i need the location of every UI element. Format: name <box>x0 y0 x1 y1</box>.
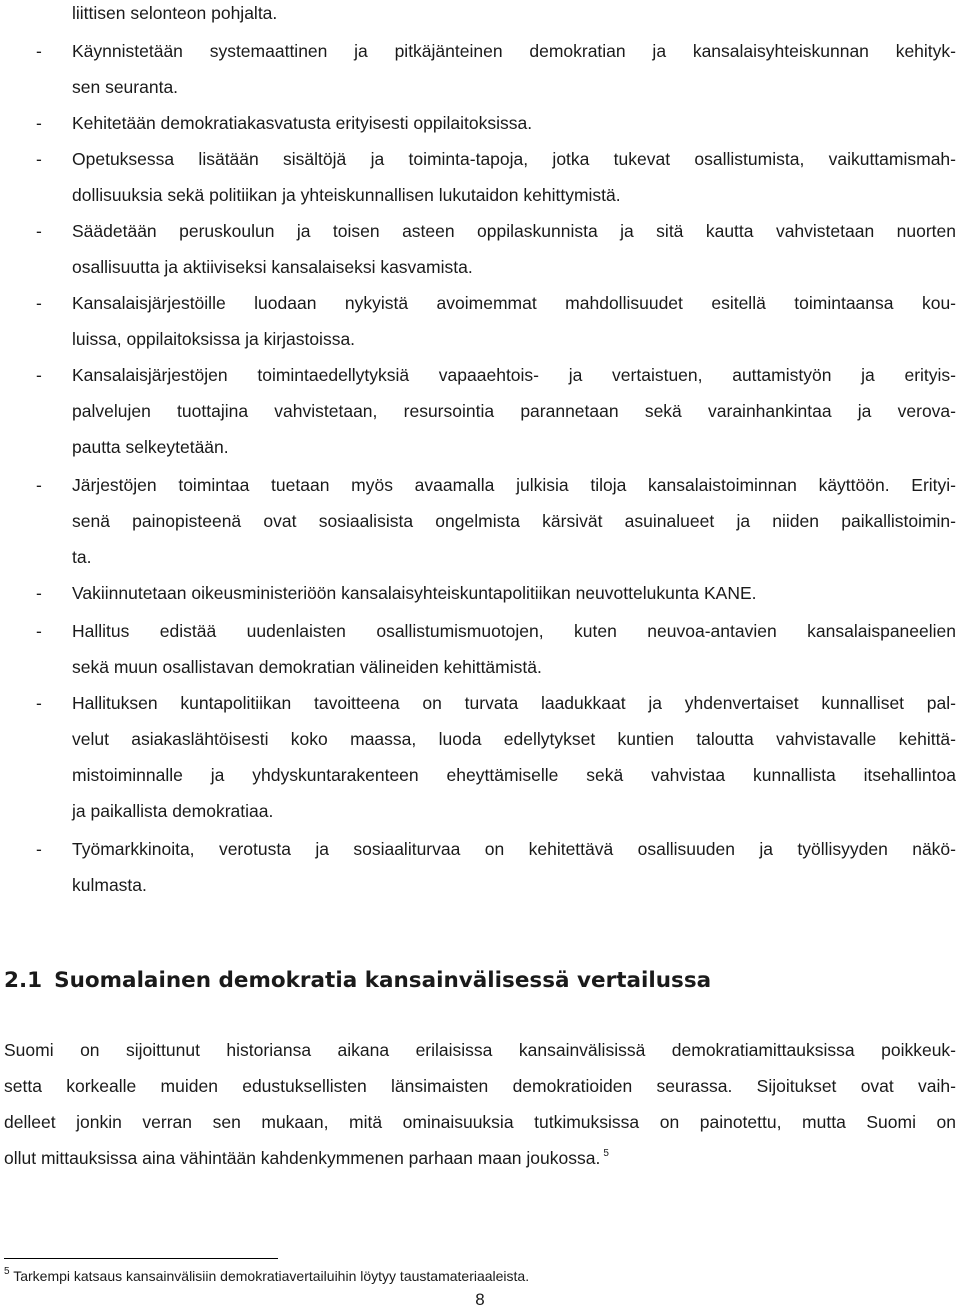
footnote <box>4 1266 529 1286</box>
list-line: Vakiinnutetaan oikeusministeriöön kansalaisyhteiskuntapolitiikan neuvottelukunta KANE. <box>72 583 757 603</box>
footnote-marker: 5 <box>4 1266 10 1277</box>
bullet-dash: - <box>36 839 42 859</box>
bullet-dash: - <box>36 113 42 133</box>
bullet-dash: - <box>36 41 42 61</box>
section-heading <box>4 966 711 996</box>
list-line: palvelujen tuottajina vahvistetaan, resursointia parannetaan sekä varainhankintaa ja verova- <box>72 401 956 421</box>
paragraph-line <box>4 1039 956 1061</box>
list-line: ja paikallista demokratiaa. <box>72 801 274 821</box>
list-line: Työmarkkinoita, verotusta ja sosiaaliturvaa on kehitettävä osallisuuden ja työllisyyden näkö- <box>72 839 956 859</box>
paragraph-line <box>4 1147 609 1169</box>
list-line: kulmasta. <box>72 875 147 895</box>
list-line: Järjestöjen toimintaa tuetaan myös avaamalla julkisia tiloja kansalaistoiminnan käyttöön. Erityi- <box>72 475 956 495</box>
bullet-dash: - <box>36 293 42 313</box>
bullet-dash: - <box>36 621 42 641</box>
section-number: 2.1 <box>4 968 43 993</box>
paragraph-line <box>4 1111 956 1133</box>
list-line: luissa, oppilaitoksissa ja kirjastoissa. <box>72 329 356 349</box>
list-line: dollisuuksia sekä politiikan ja yhteiskunnallisen lukutaidon kehittymistä. <box>72 185 621 205</box>
footnote-text: Tarkempi katsaus kansainvälisiin demokratiavertailuihin löytyy taustamateriaaleista. <box>13 1268 530 1284</box>
bullet-dash: - <box>36 365 42 385</box>
list-line: mistoiminnalle ja yhdyskuntarakenteen eheyttämiselle sekä vahvistaa kunnallista itsehallintoa <box>72 765 956 785</box>
bullet-dash: - <box>36 475 42 495</box>
list-line: Käynnistetään systemaattinen ja pitkäjänteinen demokratian ja kansalaisyhteiskunnan kehityk- <box>72 41 956 61</box>
list-line: sen seuranta. <box>72 77 179 97</box>
section-title: Suomalainen demokratia kansainvälisessä vertailussa <box>54 968 712 993</box>
list-line: Kansalaisjärjestöille luodaan nykyistä avoimemmat mahdollisuudet esitellä toimintaansa kou- <box>72 293 956 313</box>
bullet-dash: - <box>36 693 42 713</box>
bullet-dash: - <box>36 583 42 603</box>
list-line: Hallitus edistää uudenlaisten osallistumismuotojen, kuten neuvoa-antavien kansalaispaneelien <box>72 621 956 641</box>
paragraph-line-text: Suomi on sijoittunut historiansa aikana erilaisissa kansainvälisissä demokratiamittauksissa poikkeuk- <box>4 1040 956 1060</box>
page-number: 8 <box>475 1290 485 1309</box>
bullet-dash: - <box>36 221 42 241</box>
paragraph-line-text: delleet jonkin verran sen mukaan, mitä ominaisuuksia tutkimuksissa on painotettu, mutta Suomi on <box>4 1112 956 1132</box>
paragraph-line <box>4 1075 956 1097</box>
list-line: Kansalaisjärjestöjen toimintaedellytyksiä vapaaehtois- ja vertaistuen, auttamistyön ja erityis- <box>72 365 956 385</box>
paragraph-line-text: ollut mittauksissa aina vähintään kahdenkymmenen parhaan maan joukossa. <box>4 1148 601 1168</box>
list-line: velut asiakaslähtöisesti koko maassa, luoda edellytykset kuntien taloutta vahvistavalle kehittä- <box>72 729 956 749</box>
list-line: liittisen selonteon pohjalta. <box>72 3 278 23</box>
list-line: Säädetään peruskoulun ja toisen asteen oppilaskunnista ja sitä kautta vahvistetaan nuorten <box>72 221 956 241</box>
list-line: sekä muun osallistavan demokratian välineiden kehittämistä. <box>72 657 542 677</box>
footnote-reference: 5 <box>603 1148 609 1159</box>
list-line: ta. <box>72 547 92 567</box>
list-line: osallisuutta ja aktiiviseksi kansalaiseksi kasvamista. <box>72 257 473 277</box>
footnote-separator <box>4 1258 278 1259</box>
list-line: Kehitetään demokratiakasvatusta erityisesti oppilaitoksissa. <box>72 113 533 133</box>
list-line: pautta selkeytetään. <box>72 437 229 457</box>
bullet-dash: - <box>36 149 42 169</box>
list-line: Hallituksen kuntapolitiikan tavoitteena on turvata laadukkaat ja yhdenvertaiset kunnalliset pal- <box>72 693 956 713</box>
paragraph-line-text: setta korkealle muiden edustuksellisten länsimaisten demokratioiden seurassa. Sijoitukset ovat vaih- <box>4 1076 956 1096</box>
list-line: senä painopisteenä ovat sosiaalisista ongelmista kärsivät asuinalueet ja niiden paikallistoimin- <box>72 511 956 531</box>
list-line: Opetuksessa lisätään sisältöjä ja toiminta-tapoja, jotka tukevat osallistumista, vaikuttamismah- <box>72 149 956 169</box>
